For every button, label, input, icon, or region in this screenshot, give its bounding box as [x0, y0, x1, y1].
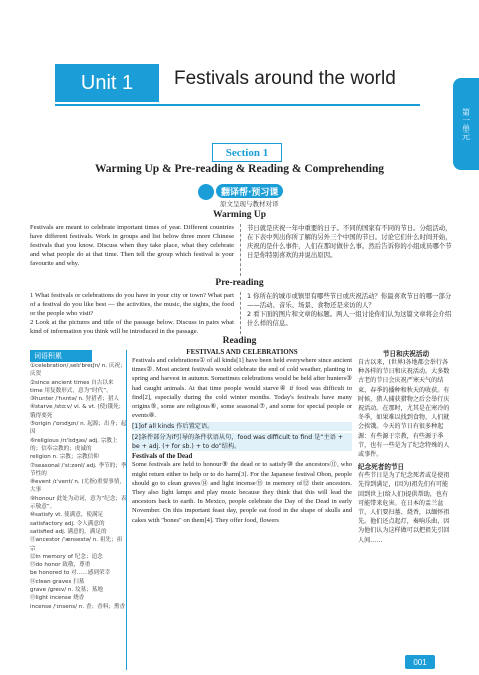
unit-title: Festivals around the world: [174, 68, 396, 89]
pre-reading-english-1: 1 What festivals or celebrations do you have in your city or town? What part of a festival do you like best — the activities, the music, the sights, the food or the people who visit? 2 Look at the pictures and title of the passage below. Discuss in pairs what kind of information you think will be introduced in the passage.: [30, 292, 234, 335]
passage-paragraph-2: Some festivals are held to honour⑨ the dead or to satisfy⑩ the ancestors⑪, who might return either to help or to do harm[3]. For the Japanese festival Obon, people should go to clean graves⑭ and light incense⑮ in memory of⑫ their ancestors. They also light lamps and play music because they think that this will lead the ancestors back to earth. In Mexico, people celebrate the Day of the Dead in early November. On this important feast day, people eat food in the shape of skulls and cakes with "bones" on them[4]. They offer food, flowers: [132, 461, 352, 524]
vocabulary-item: time 用复数形式，意为“时代”。: [30, 387, 112, 394]
vocabulary-heading: 词语积累: [30, 350, 92, 362]
unit-side-tab: 第一单元: [453, 78, 479, 170]
translation-column: [358, 348, 454, 545]
pre-reading-chinese-2: 2 看下面的图片和文章的标题。两人一组讨论你们认为这篇文章将会介绍什么样的信息。: [247, 309, 452, 327]
vocabulary-item: ⑤origin /ˈɒrɪdʒɪn/ n. 起源；出身；起因: [30, 421, 127, 436]
passage-column: [132, 348, 352, 525]
pre-reading-english-2: 2 Look at the pictures and title of the passage below. Discuss in pairs what kind of information you think will be introduced in the passage.: [30, 318, 234, 335]
column-divider: [240, 224, 241, 276]
column-divider: [240, 292, 241, 334]
passage-note-1: [1]of all kinds 作后置定语。: [132, 422, 352, 431]
vocabulary-item: satisfactory adj. 令人满意的: [30, 520, 105, 527]
translation-paragraph-2: 有些节日是为了纪念死者或是使祖先得到满足，(因为)祖先们有可能回到世上(给人们)提供帮助，也有可能带来危害。在日本的盂兰盆节，人们要扫墓、烧香，以缅怀祖先。他们还点起灯，奏响乐曲，因为他们认为这样做可以把祖先引回人间……: [358, 472, 450, 544]
banner-main-text: 翻译帮·预习课: [216, 184, 283, 198]
vocabulary-border: [126, 350, 127, 670]
translation-paragraph-1: 自古以来，(世界)各地都会举行各种各样的节日和庆祝活动。大多数古老的节日会庆祝严寒天气的结束，春季的播种和秋天的收获。有时候，猎人捕获猎物之后会举行庆祝活动。在那时，尤其是在寒冷的冬季，如果难以找到食物，人们就会挨饿。今天的节日有很多种起源：有些源于宗教，有些源于季节，也有一些是为了纪念特殊的人或事件。: [358, 359, 450, 459]
section-subtitle: Warming Up & Pre-reading & Reading & Comprehending: [94, 163, 385, 175]
unit-header: [0, 52, 479, 122]
header-rule: [55, 104, 420, 106]
banner-sub-text: 原文呈现与教材对译: [220, 200, 279, 208]
vocabulary-column: [30, 350, 127, 611]
reading-title: Reading: [222, 336, 257, 346]
vocabulary-item: ②since ancient times 自古以来: [30, 379, 114, 386]
vocabulary-item: ④starve /stɑːv/ vi. & vt. (使)饿死；饿得要死: [30, 404, 125, 419]
translation-subheading: 纪念死者的节日: [358, 463, 405, 472]
vocabulary-item: ①celebration/ˌselɪˈbreɪʃn/ n. 庆祝；庆贺: [30, 363, 126, 378]
vocabulary-item: satisfied adj. 满意的，满足的: [30, 528, 107, 535]
translation-banner: [198, 184, 294, 210]
vocabulary-item: ⑥religious /rɪˈlɪdʒəs/ adj. 宗教上的；信奉宗教的；虔诚的: [30, 437, 118, 452]
warming-up-english: Festivals are meant to celebrate important times of year. Different countries have different festivals. Work in groups and list below three more Chinese festivals that you know. Discuss when they take place, what they celebrate and what people do at that time. Then tell the group which festival is your favourite and why.: [30, 224, 234, 267]
vocabulary-item: ⑦seasonal /ˈsiːzənl/ adj. 季节的；季节性的: [30, 462, 127, 477]
passage-subheading: Festivals of the Dead: [132, 453, 193, 461]
vocabulary-item: ⑧event /ɪˈvent/ n. (尤指)重要事情，大事: [30, 479, 126, 494]
vocabulary-item: ③hunter /ˈhʌntə/ n. 狩猎者；猎人: [30, 396, 120, 403]
passage-note-2: [2]条件部分为if引导的条件状语从句，food was difficult to find 是“主语 + be + adj. (+ for sb.) + to do”结构。: [132, 433, 352, 451]
unit-label: Unit 1: [55, 64, 159, 102]
vocabulary-list: [30, 362, 127, 611]
section-label: Section 1: [212, 143, 282, 162]
vocabulary-item: religion n. 宗教；宗教信仰: [30, 454, 99, 461]
pre-reading-chinese-1: 1 你所在的城市或镇里有哪些节日或庆祝活动？你最喜欢节日的哪一部分——活动、音乐、场景、食物还是来访的人？ 2 看下面的图片和文章的标题。两人一组讨论你们认为这篇文章将会介绍什么样的信息。: [247, 292, 452, 327]
passage-title: FESTIVALS AND CELEBRATIONS: [186, 348, 298, 356]
passage-paragraph-1: Festivals and celebrations① of all kinds[1] have been held everywhere since ancient times②. Most ancient festivals would celebrate the end of cold weather, planting in spring and harvest in autumn. Sometimes celebrations would be held after hunters③ had caught animals. At that time people would starve④ if food was difficult to find[2], especially during the cold winter months. Today's festivals have many origins⑤, some are religious⑥, some seasonal⑦, and some for special people or events⑧.: [132, 357, 352, 420]
vocabulary-item: be honored to 对……感到荣幸: [30, 570, 111, 577]
pre-reading-title: Pre-reading: [215, 278, 264, 288]
warming-up-chinese: 节日就是庆祝一年中重要的日子。不同的国家有不同的节日。分组活动，在下表中列出你所了解的另外三个中国的节日。讨论它们什么时间开始，庆祝的是什么事件，人们在那时做什么事。然后告诉你的小组成员哪个节日是你特别喜欢的并说出原因。: [247, 224, 452, 259]
translation-title: 节日和庆祝活动: [382, 350, 430, 358]
vocabulary-item: ⑬do honor 致敬，尊重: [30, 562, 91, 569]
page-number: 001: [405, 655, 435, 669]
warming-up-title: Warming Up: [212, 210, 267, 220]
vocabulary-item: ⑪ancestor /ˈænsestə/ n. 祖先；祖宗: [30, 537, 123, 552]
vocabulary-item: ⑮light incense 烧香: [30, 595, 85, 602]
vocabulary-item: incense /ˈɪnsens/ n. 香；香料；熏香: [30, 603, 126, 610]
vocabulary-item: ⑫in memory of 纪念；追念: [30, 553, 103, 560]
banner-icon: [198, 184, 214, 200]
vocabulary-item: ⑭clean graves 扫墓: [30, 578, 85, 585]
vocabulary-item: grave /ɡreɪv/ n. 坟墓；墓地: [30, 587, 103, 594]
vocabulary-item: ⑩satisfy vt. 使满意，使满足: [30, 512, 104, 519]
vocabulary-item: ⑨honour 此处为动词，意为“纪念；表示敬意”。: [30, 495, 127, 511]
